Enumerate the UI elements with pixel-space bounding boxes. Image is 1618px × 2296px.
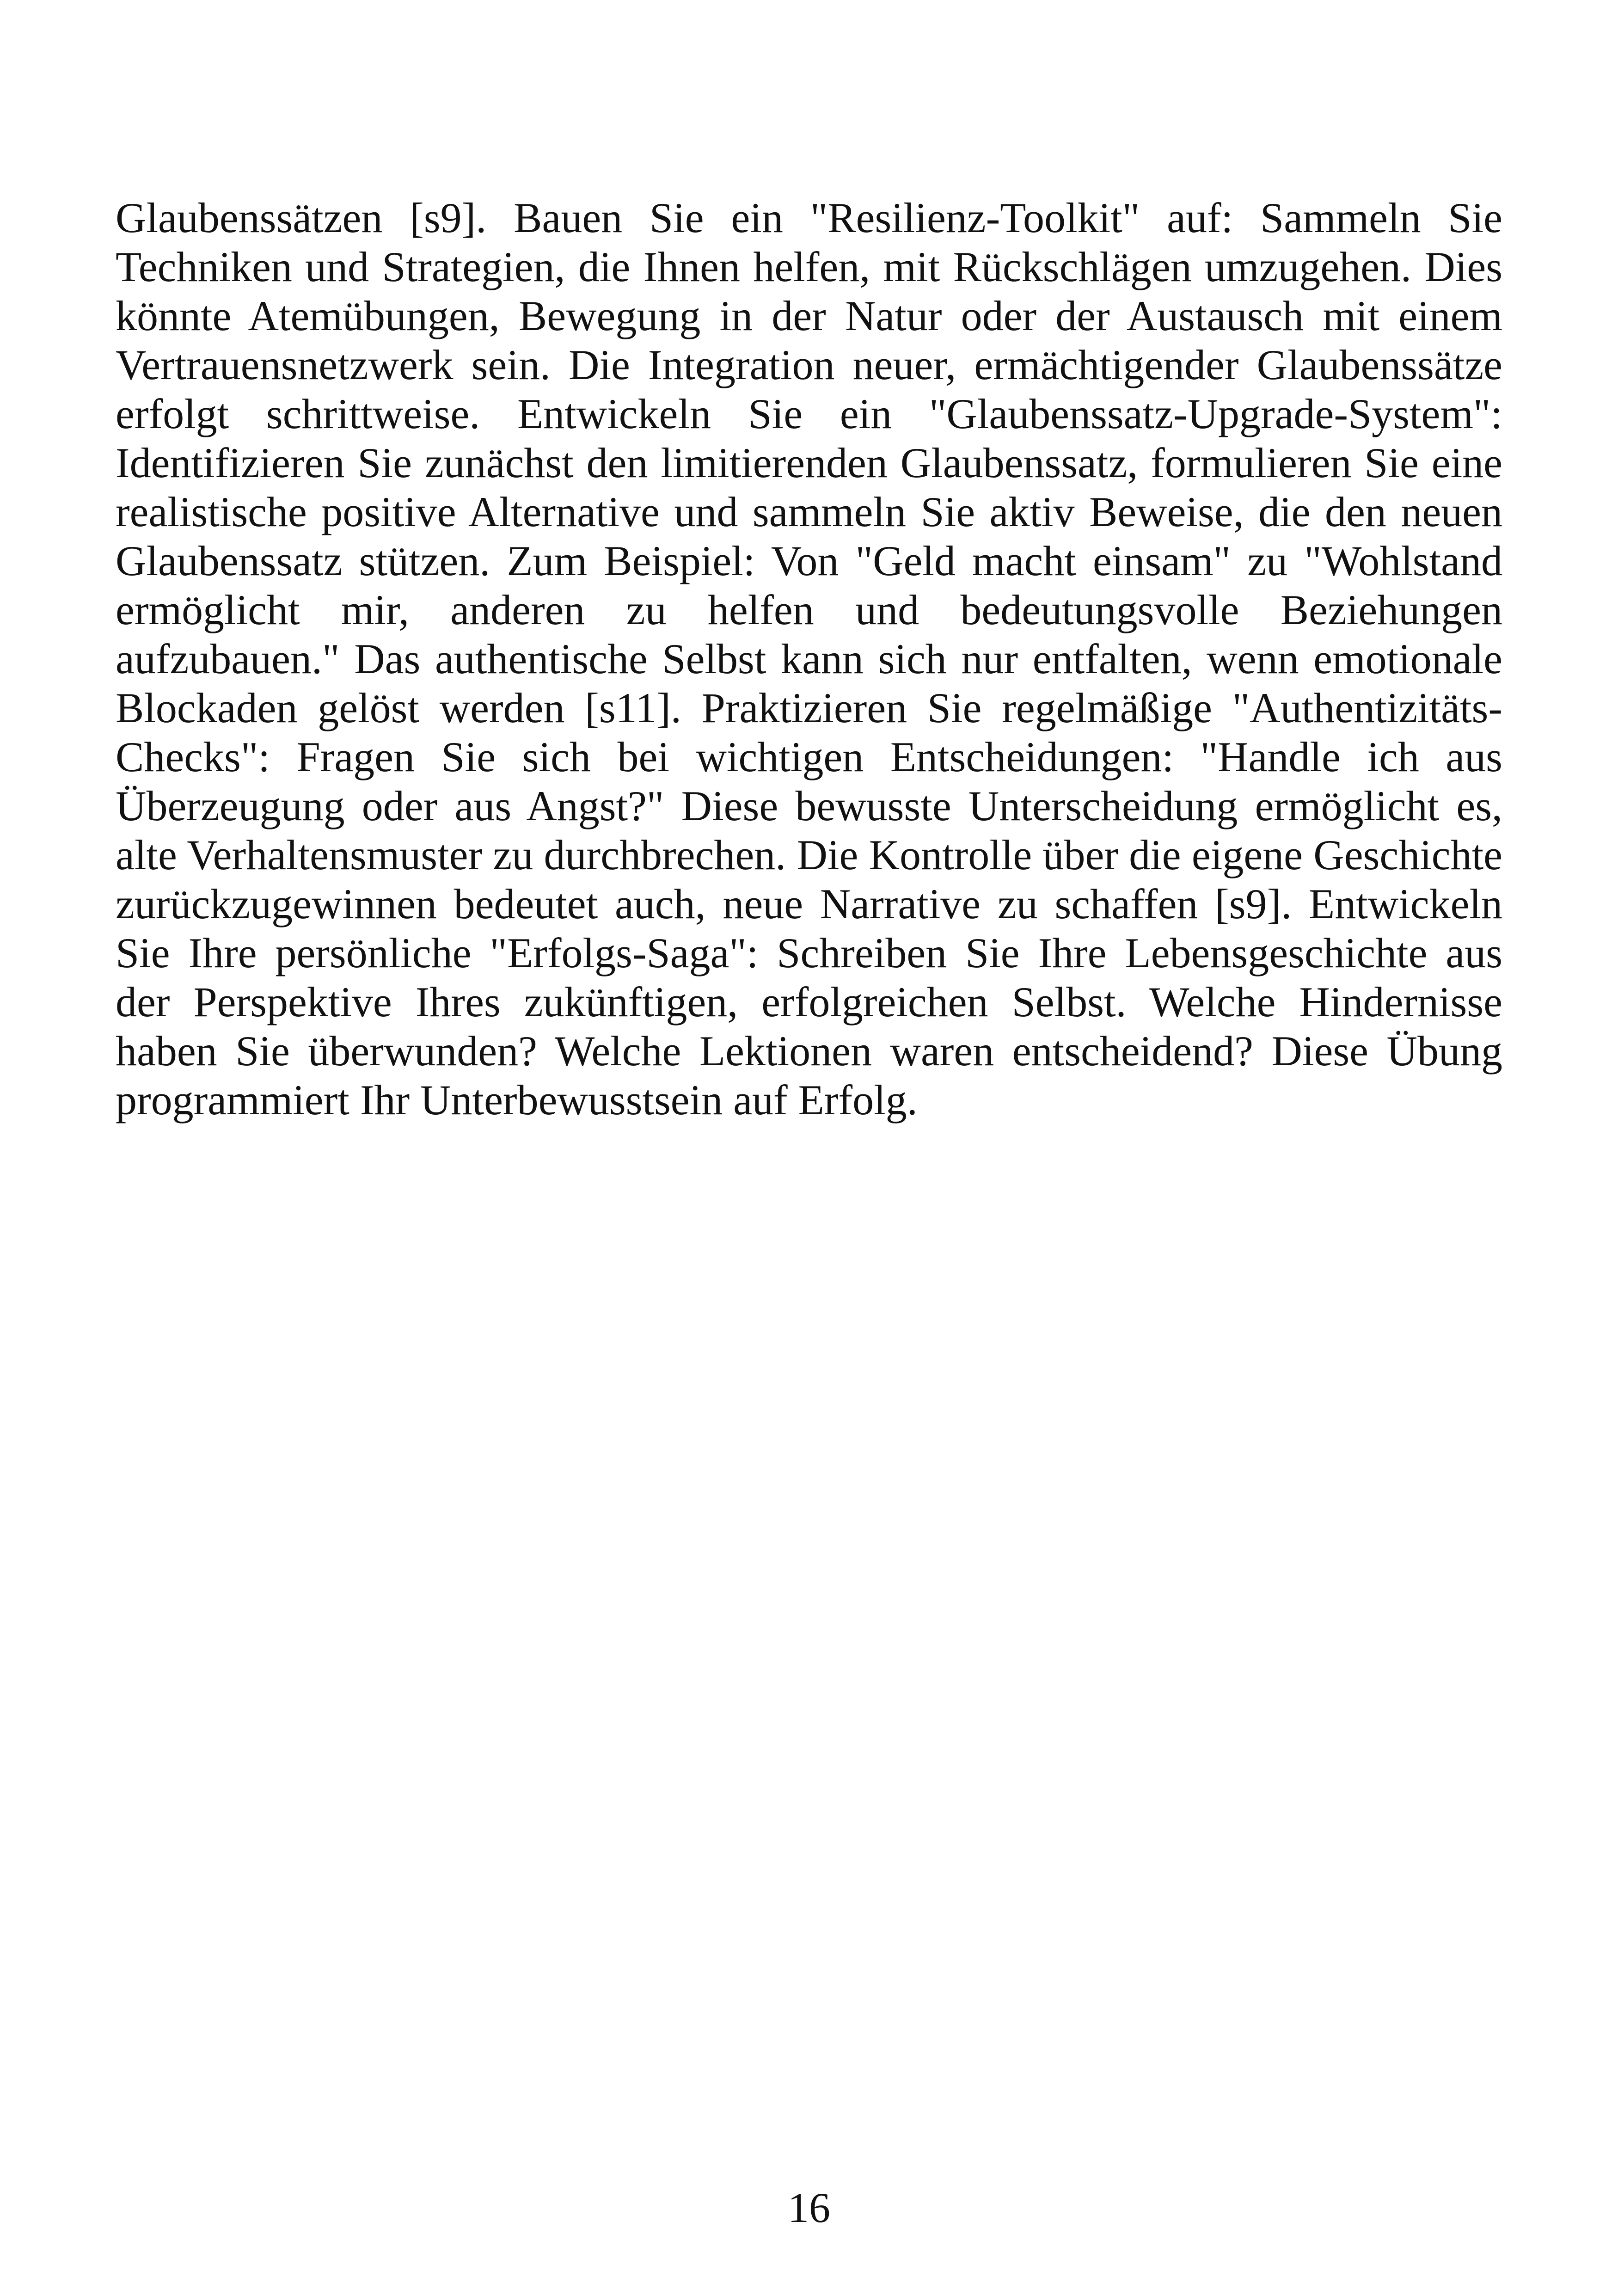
page-number: 16 — [788, 2184, 830, 2231]
body-paragraph: Glaubenssätzen [s9]. Bauen Sie ein "Resilienz-Toolkit" auf: Sammeln Sie Techniken und Strategien, die Ihnen helfen, mit Rückschlägen umzugehen. Dies könnte Atemübungen, Bewegung in der Natur oder der Austausch mit einem Vertrauensnetzwerk sein. Die Integration neuer, ermächtigender Glaubenssätze erfolgt schrittweise. Entwickeln Sie ein "Glaubenssatz-Upgrade-System": Identifizieren Sie zunächst den limitierenden Glaubenssatz, formulieren Sie eine realistische positive Alternative und sammeln Sie aktiv Beweise, die den neuen Glaubenssatz stützen. Zum Beispiel: Von "Geld macht einsam" zu "Wohlstand ermöglicht mir, anderen zu helfen und bedeutungsvolle Beziehungen aufzubauen." Das authentische Selbst kann sich nur entfalten, wenn emotionale Blockaden gelöst werden [s11]. Praktizieren Sie regelmäßige "Authentizitäts-Checks": Fragen Sie sich bei wichtigen Entscheidungen: "Handle ich aus Überzeugung oder aus Angst?" Diese bewusste Unterscheidung ermöglicht es, alte Verhaltensmuster zu durchbrechen. Die Kontrolle über die eigene Geschichte zurückzugewinnen bedeutet auch, neue Narrative zu schaffen [s9]. Entwickeln Sie Ihre persönliche "Erfolgs-Saga": Schreiben Sie Ihre Lebensgeschichte aus der Perspektive Ihres zukünftigen, erfolgreichen Selbst. Welche Hindernisse haben Sie überwunden? Welche Lektionen waren entscheidend? Diese Übung programmiert Ihr Unterbewusstsein auf Erfolg. — [116, 194, 1502, 1123]
